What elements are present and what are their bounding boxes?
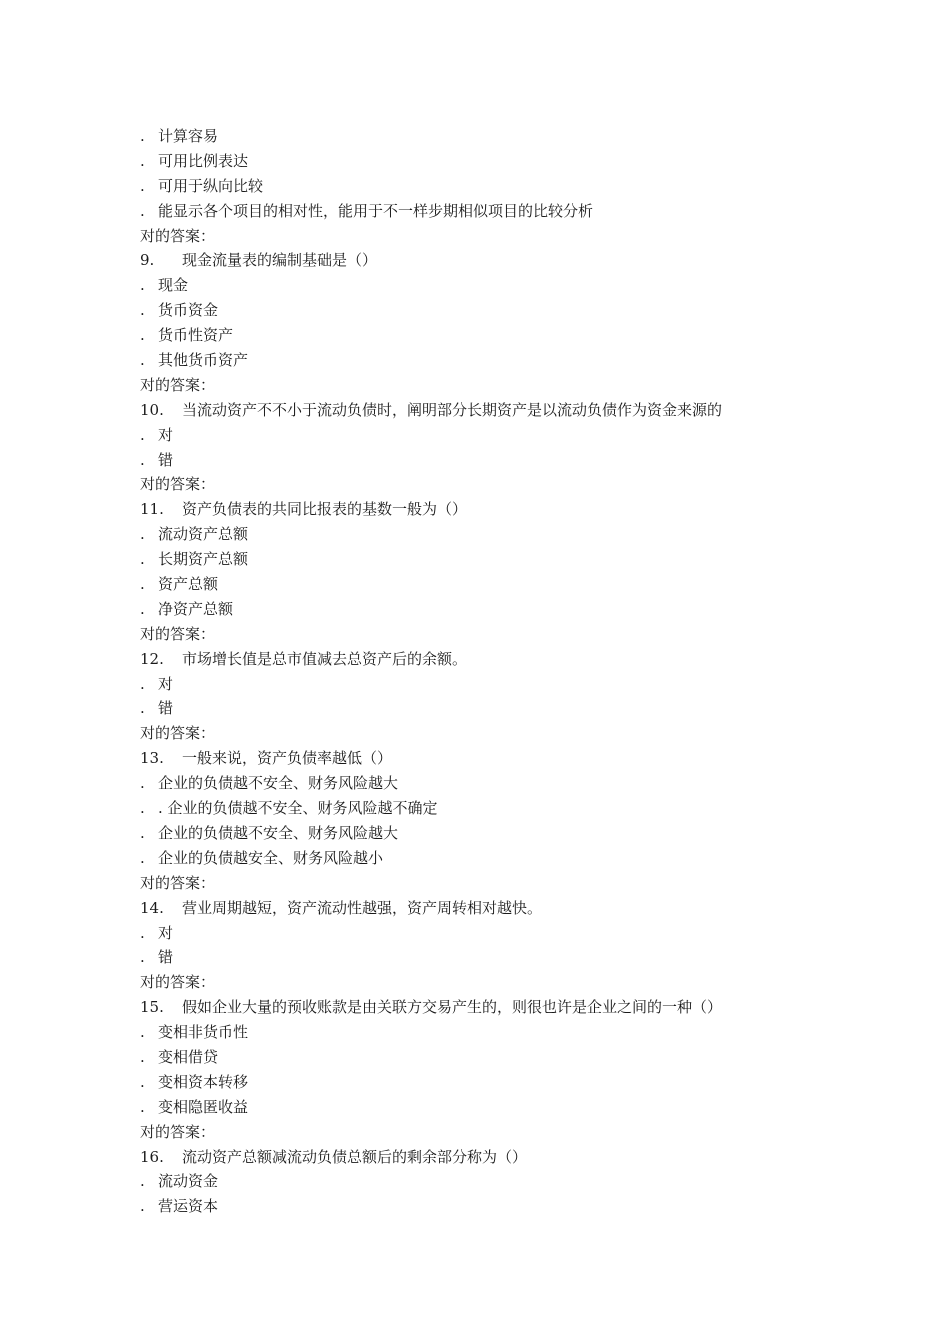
answer-option xyxy=(140,1070,920,1095)
question-number: 9. xyxy=(140,251,155,270)
option-text: 变相借贷 xyxy=(158,1047,219,1066)
option-bullet: . xyxy=(140,301,145,320)
question-item xyxy=(140,1145,920,1170)
question-text: 假如企业大量的预收账款是由关联方交易产生的，则很也许是企业之间的一种（） xyxy=(182,998,723,1017)
option-text: 可用比例表达 xyxy=(158,151,249,170)
answer-option xyxy=(140,572,920,597)
option-text: 对 xyxy=(158,674,174,693)
option-bullet: . xyxy=(140,674,145,693)
answer-option xyxy=(140,448,920,473)
question-item xyxy=(140,896,920,921)
answer-option xyxy=(140,1020,920,1045)
option-bullet: . xyxy=(140,326,145,345)
answer-option xyxy=(140,149,920,174)
answer-option xyxy=(140,672,920,697)
option-bullet: . xyxy=(140,351,145,370)
option-text: 企业的负债越安全、财务风险越小 xyxy=(158,848,384,867)
option-text: . 企业的负债越不安全、财务风险越不确定 xyxy=(158,799,438,818)
correct-answer-label: 对的答案： xyxy=(140,624,216,643)
option-bullet: . xyxy=(140,127,145,145)
question-item xyxy=(140,746,920,771)
answer-option xyxy=(140,273,920,298)
option-text: 现金 xyxy=(158,276,189,295)
answer-option xyxy=(140,174,920,199)
option-text: 错 xyxy=(158,450,174,469)
option-bullet: . xyxy=(140,774,145,793)
option-bullet: . xyxy=(140,1172,145,1191)
option-text: 营运资本 xyxy=(158,1197,219,1216)
option-bullet: . xyxy=(140,550,145,569)
option-bullet: . xyxy=(140,450,145,469)
option-text: 变相非货币性 xyxy=(158,1023,249,1042)
document-page xyxy=(140,124,920,1219)
option-bullet: . xyxy=(140,1097,145,1116)
question-item xyxy=(140,497,920,522)
answer-option xyxy=(140,696,920,721)
option-text: 错 xyxy=(158,699,174,718)
correct-answer-label: 对的答案： xyxy=(140,873,216,892)
correct-answer-label: 对的答案： xyxy=(140,1122,216,1141)
answer-option xyxy=(140,1095,920,1120)
option-text: 货币性资产 xyxy=(158,326,234,345)
answer-option xyxy=(140,522,920,547)
option-text: 能显示各个项目的相对性，能用于不一样步期相似项目的比较分析 xyxy=(158,201,594,220)
answer-option xyxy=(140,846,920,871)
option-text: 净资产总额 xyxy=(158,599,234,618)
option-bullet: . xyxy=(140,525,145,544)
question-item xyxy=(140,248,920,273)
question-number: 15. xyxy=(140,998,164,1017)
correct-answer-label: 对的答案： xyxy=(140,226,216,245)
answer-option xyxy=(140,771,920,796)
option-bullet: . xyxy=(140,599,145,618)
option-bullet: . xyxy=(140,948,145,967)
question-text: 营业周期越短，资产流动性越强，资产周转相对越快。 xyxy=(182,898,543,917)
answer-option xyxy=(140,298,920,323)
option-text: 对 xyxy=(158,425,174,444)
option-bullet: . xyxy=(140,201,145,220)
question-text: 资产负债表的共同比报表的基数一般为（） xyxy=(182,500,468,519)
correct-answer-label: 对的答案： xyxy=(140,375,216,394)
option-text: 变相隐匿收益 xyxy=(158,1097,249,1116)
question-number: 13. xyxy=(140,749,164,768)
option-bullet: . xyxy=(140,575,145,594)
answer-option xyxy=(140,1045,920,1070)
answer-option xyxy=(140,323,920,348)
question-item xyxy=(140,398,920,423)
answer-option xyxy=(140,821,920,846)
question-number: 12. xyxy=(140,649,164,668)
question-number: 10. xyxy=(140,400,164,419)
option-bullet: . xyxy=(140,923,145,942)
option-text: 其他货币资产 xyxy=(158,351,249,370)
option-bullet: . xyxy=(140,799,145,818)
option-bullet: . xyxy=(140,425,145,444)
option-bullet: . xyxy=(140,1023,145,1042)
answer-option xyxy=(140,124,920,149)
option-bullet: . xyxy=(140,823,145,842)
option-bullet: . xyxy=(140,699,145,718)
answer-option xyxy=(140,1169,920,1194)
correct-answer-label: 对的答案： xyxy=(140,724,216,743)
answer-option xyxy=(140,921,920,946)
correct-answer-label: 对的答案： xyxy=(140,475,216,494)
question-text: 流动资产总额减流动负债总额后的剩余部分称为（） xyxy=(182,1147,528,1166)
option-bullet: . xyxy=(140,1197,145,1216)
option-text: 企业的负债越不安全、财务风险越大 xyxy=(158,774,399,793)
option-bullet: . xyxy=(140,176,145,195)
answer-option xyxy=(140,199,920,224)
option-bullet: . xyxy=(140,1072,145,1091)
option-bullet: . xyxy=(140,151,145,170)
answer-option xyxy=(140,423,920,448)
question-item xyxy=(140,995,920,1020)
answer-option xyxy=(140,945,920,970)
option-text: 计算容易 xyxy=(158,127,219,145)
option-text: 长期资产总额 xyxy=(158,550,249,569)
option-bullet: . xyxy=(140,848,145,867)
option-text: 企业的负债越不安全、财务风险越大 xyxy=(158,823,399,842)
question-number: 14. xyxy=(140,898,164,917)
answer-option xyxy=(140,1194,920,1219)
answer-option xyxy=(140,348,920,373)
option-text: 资产总额 xyxy=(158,575,219,594)
question-number: 16. xyxy=(140,1147,164,1166)
option-text: 对 xyxy=(158,923,174,942)
option-text: 错 xyxy=(158,948,174,967)
option-text: 货币资金 xyxy=(158,301,219,320)
question-text: 当流动资产不不小于流动负债时，阐明部分长期资产是以流动负债作为资金来源的 xyxy=(182,400,723,419)
question-item xyxy=(140,647,920,672)
option-text: 流动资金 xyxy=(158,1172,219,1191)
option-text: 可用于纵向比较 xyxy=(158,176,264,195)
question-text: 一般来说，资产负债率越低（） xyxy=(182,749,393,768)
answer-option xyxy=(140,796,920,821)
question-text: 现金流量表的编制基础是（） xyxy=(182,251,378,270)
option-bullet: . xyxy=(140,1047,145,1066)
option-text: 变相资本转移 xyxy=(158,1072,249,1091)
question-text: 市场增长值是总市值减去总资产后的余额。 xyxy=(182,649,468,668)
option-text: 流动资产总额 xyxy=(158,525,249,544)
answer-option xyxy=(140,597,920,622)
option-bullet: . xyxy=(140,276,145,295)
answer-option xyxy=(140,547,920,572)
correct-answer-label: 对的答案： xyxy=(140,973,216,992)
question-number: 11. xyxy=(140,500,164,519)
